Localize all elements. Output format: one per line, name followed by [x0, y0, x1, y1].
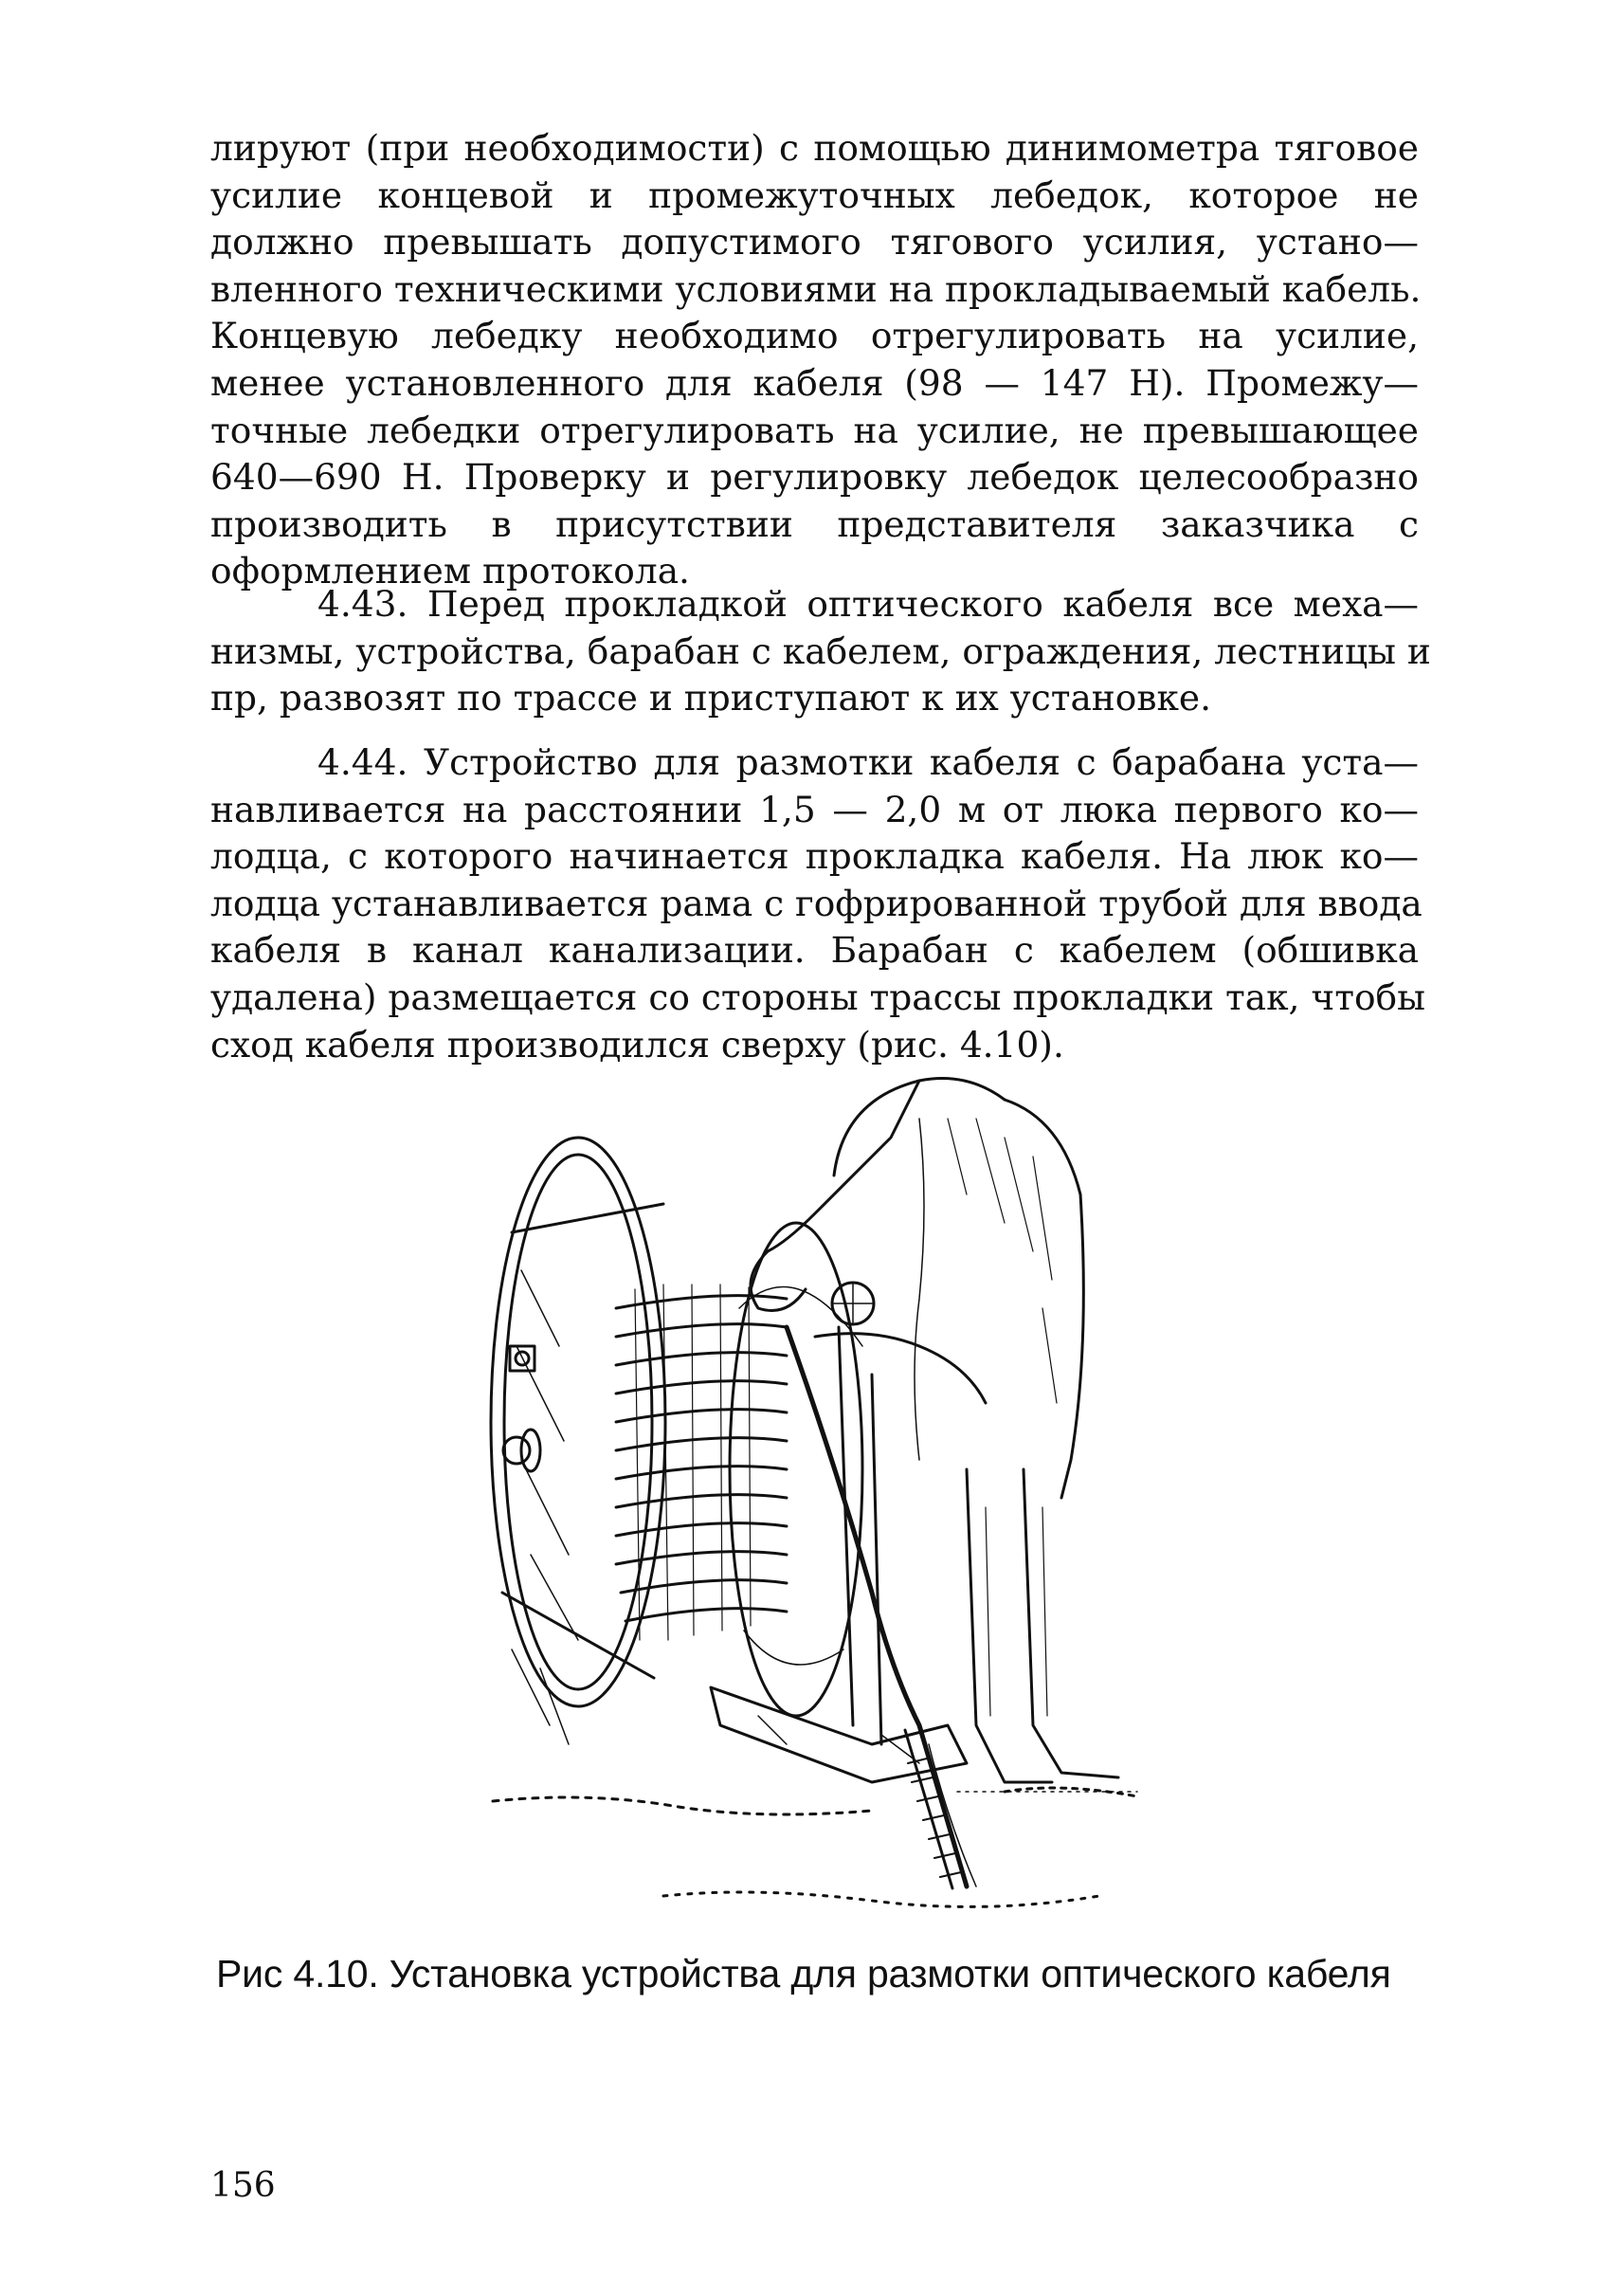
paragraph-4-44 — [210, 739, 1425, 1068]
text-line: Концевую лебедку необходимо отрегулировать на усилие, — [210, 315, 1419, 357]
text-line: 640—690 Н. Проверку и регулировку лебедок целесообразно — [210, 456, 1419, 499]
text-line: оформлением протокола. — [210, 550, 690, 592]
text-line: точные лебедки отрегулировать на усилие, не превышающее — [210, 409, 1419, 451]
cable-drum-drawing — [474, 1062, 1156, 1924]
text-line: 4.44. Устройство для размотки кабеля с барабана уста— — [317, 741, 1419, 783]
text-line: должно превышать допустимого тягового усилия, устано— — [210, 221, 1419, 264]
text-line: лодца устанавливается рама с гофрированной трубой для ввода — [210, 882, 1423, 924]
text-line: лодца, с которого начинается прокладка кабеля. На люк ко— — [210, 835, 1419, 878]
text-line: навливается на расстоянии 1,5 — 2,0 м от люка первого ко— — [210, 788, 1419, 830]
figure-cable-drum-illustration — [474, 1062, 1156, 1924]
text-line: производить в присутствии представителя заказчика с — [210, 502, 1419, 545]
text-line: удалена) размещается со стороны трассы прокладки так, чтобы — [210, 975, 1425, 1018]
text-line: низмы, устройства, барабан с кабелем, ограждения, лестницы и — [210, 629, 1431, 672]
paragraph-4-43 — [210, 581, 1431, 722]
text-line: вленного техническими условиями на прокладываемый кабель. — [210, 267, 1422, 310]
text-line: кабеля в канал канализации. Барабан с кабелем (обшивка — [210, 929, 1419, 972]
text-line: 4.43. Перед прокладкой оптического кабеля все меха— — [317, 583, 1419, 625]
text-line: пр, развозят по трассе и приступают к их установке. — [210, 677, 1212, 720]
page-number: 156 — [210, 2166, 276, 2205]
text-line: менее установленного для кабеля (98 — 147 Н). Промежу— — [210, 361, 1419, 404]
figure-caption: Рис 4.10. Установка устройства для размотки оптического кабеля — [216, 1952, 1391, 1995]
text-line: лируют (при необходимости) с помощью динимометра тяговое — [210, 127, 1419, 169]
paragraph-winch-adjustment — [210, 125, 1422, 595]
text-line: сход кабеля производился сверху (рис. 4.10). — [210, 1023, 1064, 1066]
text-line: усилие концевой и промежуточных лебедок, которое не — [210, 173, 1419, 216]
